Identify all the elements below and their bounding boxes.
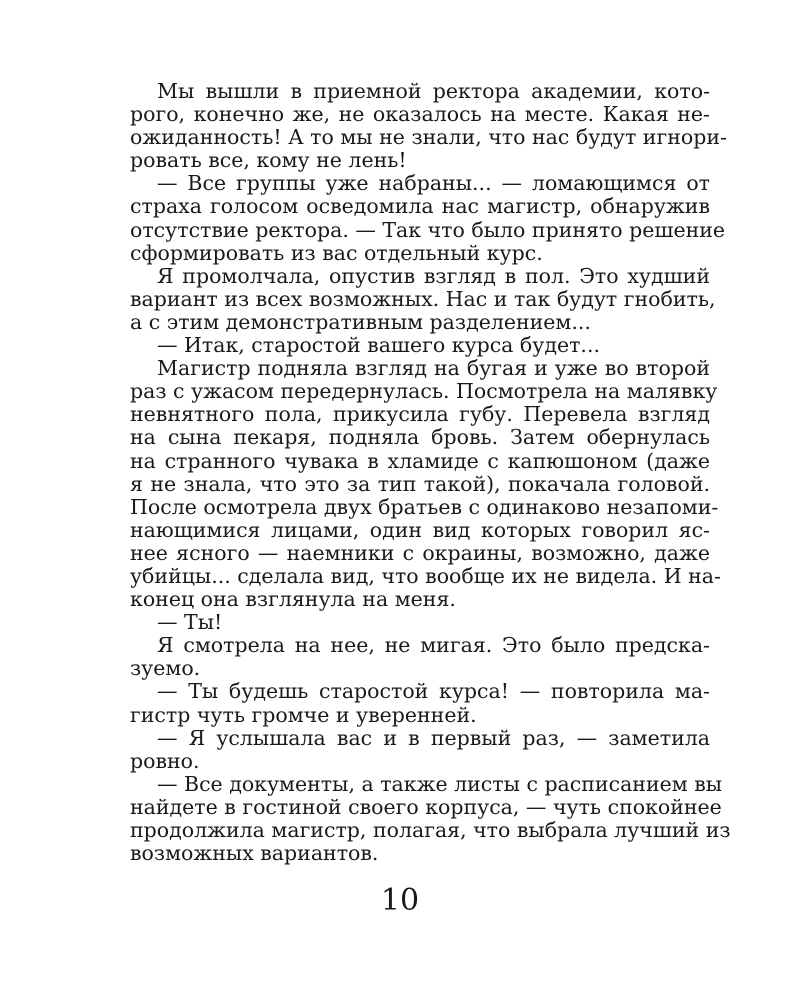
text-line: Магистр подняла взгляд на бугая и уже во второй: [157, 356, 710, 381]
text-line: ожиданность! А то мы не знали, что нас будут игнори-: [130, 125, 727, 150]
text-line: я не знала, что это за тип такой), покачала головой.: [130, 471, 710, 496]
text-line: Мы вышли в приемной ректора академии, кото-: [157, 79, 710, 103]
text-line: сформировать из вас отдельный курс.: [130, 240, 543, 265]
text-line: убийцы... сделала вид, что вообще их не видела. И на-: [130, 563, 721, 588]
text-line: найдете в гостиной своего корпуса, — чуть спокойнее: [130, 794, 722, 819]
text-line: продолжила магистр, полагая, что выбрала лучший из: [130, 818, 731, 842]
text-line: Я промолчала, опустив взгляд в пол. Это худший: [157, 263, 710, 288]
text-line: отсутствие ректора. — Так что было принято решение: [130, 217, 726, 242]
text-line: — Я услышала вас и в первый раз, — заметила: [157, 725, 710, 750]
paragraph: [130, 771, 731, 866]
text-line: рого, конечно же, не оказалось на месте. Какая не-: [130, 102, 710, 127]
page-number: 10: [380, 883, 420, 918]
text-line: — Ты!: [157, 610, 223, 635]
text-line: на странного чувака в хламиде с капюшоном (даже: [130, 448, 710, 473]
text-line: вариант из всех возможных. Нас и так будут гнобить,: [130, 286, 716, 311]
paragraph: [130, 634, 710, 680]
paragraph: [130, 727, 710, 773]
text-line: — Итак, старостой вашего курса будет...: [157, 333, 600, 358]
paragraph: [130, 356, 721, 612]
paragraph: [130, 611, 710, 634]
text-line: ровно.: [130, 748, 200, 773]
paragraph: [130, 334, 710, 357]
page-body: [130, 79, 731, 866]
text-line: конец она взглянула на меня.: [130, 587, 456, 612]
text-line: — Все группы уже набраны... — ломающимся от: [157, 171, 710, 196]
paragraph: [130, 263, 716, 334]
text-line: ровать все, кому не лень!: [130, 148, 407, 173]
text-line: а с этим демонстративным разделением...: [130, 309, 591, 334]
text-line: гистр чуть громче и уверенней.: [130, 702, 477, 727]
text-line: зуемо.: [130, 656, 201, 681]
paragraph: [130, 79, 727, 173]
text-line: нающимися лицами, один вид которых говорил яс-: [130, 517, 710, 542]
text-line: раз с ужасом передернулась. Посмотрела на малявку: [130, 379, 718, 404]
text-line: — Ты будешь старостой курса! — повторила ма-: [157, 679, 710, 704]
text-line: на сына пекаря, подняла бровь. Затем обернулась: [130, 425, 710, 450]
paragraph: [130, 680, 710, 726]
text-line: После осмотрела двух братьев с одинаково незапоми-: [130, 494, 719, 519]
text-line: невнятного пола, прикусила губу. Перевела взгляд: [130, 402, 710, 427]
text-line: нее ясного — наемники с окраины, возможно, даже: [130, 540, 710, 565]
text-line: возможных вариантов.: [130, 841, 379, 866]
text-line: Я смотрела на нее, не мигая. Это было предска-: [157, 633, 710, 658]
paragraph: [130, 171, 726, 265]
text-line: страха голосом осведомила нас магистр, обнаружив: [130, 194, 710, 219]
text-line: — Все документы, а также листы с расписанием вы: [157, 771, 723, 796]
